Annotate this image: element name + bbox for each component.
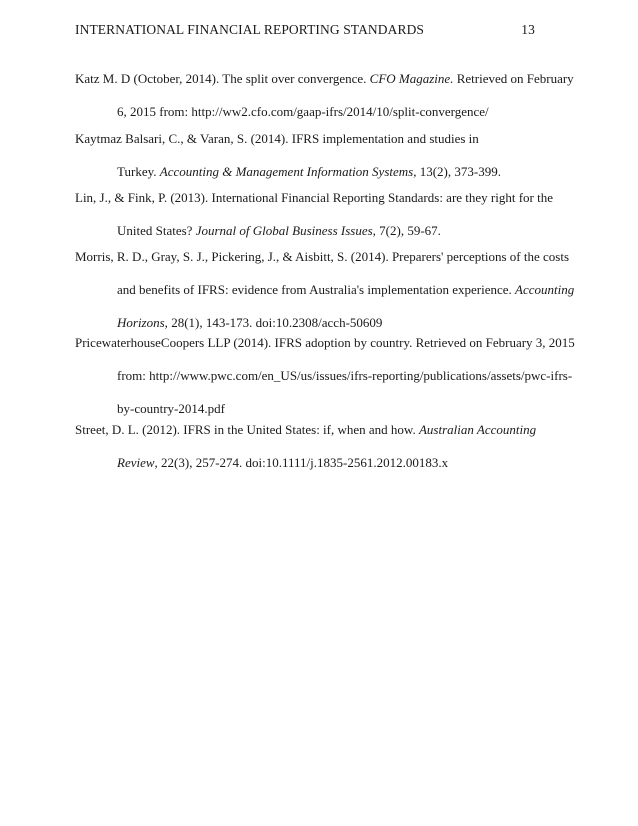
reference-text: Turkey. xyxy=(117,164,160,179)
reference-text: and benefits of IFRS: evidence from Australia's implementation experience. xyxy=(117,282,516,297)
reference-line xyxy=(117,283,574,296)
reference-text: Street, D. L. (2012). IFRS in the United States: if, when and how. xyxy=(75,422,419,437)
reference-text: , 22(3), 257-274. doi:10.1111/j.1835-2561.2012.00183.x xyxy=(154,455,449,470)
reference-text: United States? xyxy=(117,223,196,238)
page-number: 13 xyxy=(521,22,535,37)
reference-line: by-country-2014.pdf xyxy=(117,401,225,416)
reference-text: 7(2), 59-67. xyxy=(375,223,441,238)
reference-source-title: Accounting & Management Information Systems, xyxy=(159,164,417,179)
running-head-title: INTERNATIONAL FINANCIAL REPORTING STANDARDS xyxy=(75,22,425,37)
reference-source-title: Australian Accounting xyxy=(418,422,537,437)
reference-source-title: CFO Magazine. xyxy=(369,71,454,86)
reference-line xyxy=(117,316,382,329)
reference-line xyxy=(75,423,555,436)
reference-pwc xyxy=(75,335,575,416)
reference-line xyxy=(117,224,441,237)
reference-lin xyxy=(75,190,555,238)
reference-line: Lin, J., & Fink, P. (2013). International Financial Reporting Standards: are they right for the xyxy=(75,190,554,205)
reference-text: 28(1), 143-173. doi:10.2308/acch-50609 xyxy=(167,315,383,330)
reference-line: Morris, R. D., Gray, S. J., Pickering, J., & Aisbitt, S. (2014). Preparers' perceptions of the costs xyxy=(75,249,569,264)
reference-kaytmaz xyxy=(75,131,555,179)
reference-line: Kaytmaz Balsari, C., & Varan, S. (2014). IFRS implementation and studies in xyxy=(75,131,479,146)
reference-line xyxy=(75,71,574,86)
reference-source-title: Journal of Global Business Issues, xyxy=(195,223,376,238)
reference-source-title: Review xyxy=(117,455,155,470)
reference-street xyxy=(75,422,555,470)
reference-line xyxy=(117,165,501,178)
reference-text: Retrieved on February xyxy=(453,71,574,86)
reference-line: from: http://www.pwc.com/en_US/us/issues/ifrs-reporting/publications/assets/pwc-ifrs- xyxy=(117,368,573,383)
reference-text: 13(2), 373-399. xyxy=(416,164,501,179)
reference-line: 6, 2015 from: http://ww2.cfo.com/gaap-ifrs/2014/10/split-convergence/ xyxy=(117,104,489,119)
reference-source-title: Horizons, xyxy=(117,315,168,330)
reference-line: PricewaterhouseCoopers LLP (2014). IFRS adoption by country. Retrieved on February 3, 2015 xyxy=(75,335,575,350)
reference-source-title: Accounting xyxy=(515,282,575,297)
reference-morris xyxy=(75,249,575,330)
reference-line xyxy=(117,456,448,469)
reference-text: Katz M. D (October, 2014). The split over convergence. xyxy=(75,71,370,86)
reference-katz xyxy=(75,71,574,119)
